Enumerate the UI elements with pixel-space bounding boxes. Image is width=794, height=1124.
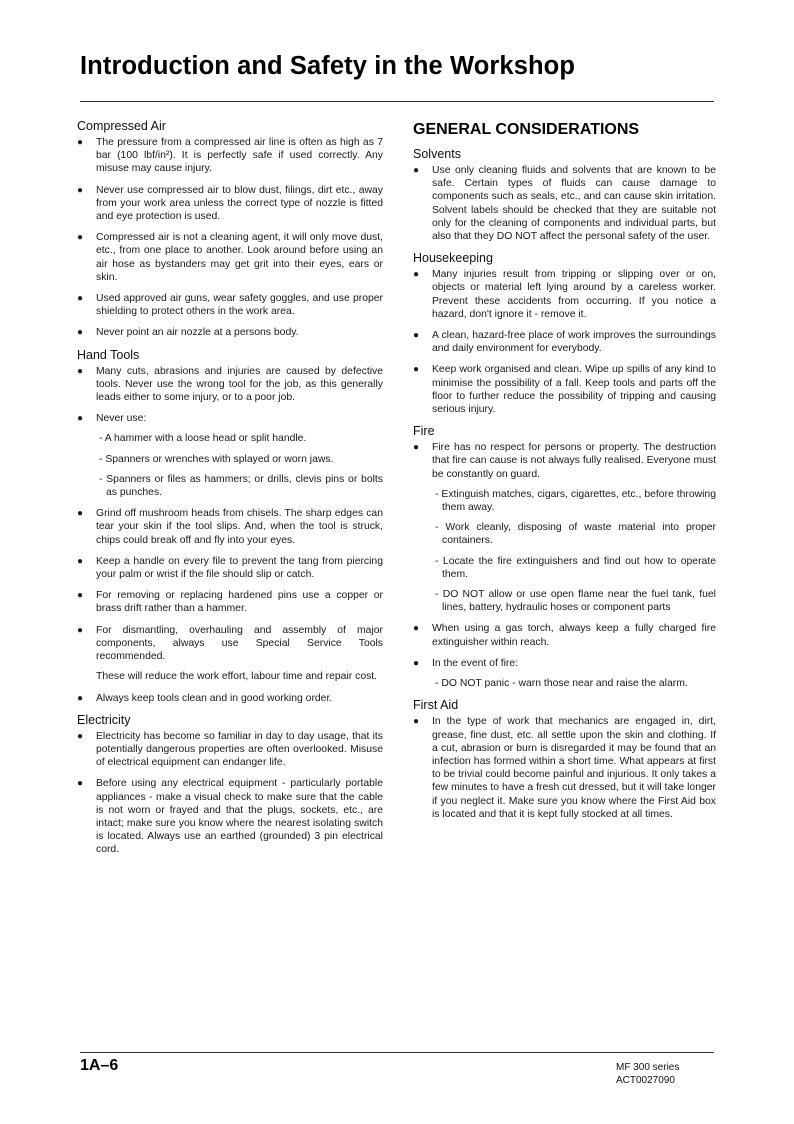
item-text: Grind off mushroom heads from chisels. The sharp edges can tear your skin if the tool slips. And, when the tool is struck, chips could break off and fly into your eyes. — [96, 508, 383, 546]
section-heading-electricity: Electricity — [77, 712, 131, 727]
item-text: Many injuries result from tripping or slipping over or on, objects or material left lying around by a careless worker. Prevent these accidents from occurring. If you notice a hazard, don't ignore it - remove it. — [432, 269, 716, 320]
bullet-icon: ● — [77, 365, 84, 377]
list-item — [413, 441, 716, 614]
bullet-icon: ● — [413, 716, 420, 728]
bullet-icon: ● — [77, 730, 84, 742]
list-item — [77, 136, 383, 176]
bullet-icon: ● — [77, 413, 84, 425]
item-text: Never use compressed air to blow dust, filings, dirt etc., away from your work area unless the correct type of nozzle is fitted and eye protection is used. — [96, 184, 383, 223]
item-text: Fire has no respect for persons or property. The destruction that fire can cause is not always fully realised. Everyone must be constantly on guard. — [432, 442, 716, 480]
section-hand-tools — [77, 348, 383, 705]
item-text: In the event of fire: — [432, 657, 519, 669]
section-heading-first-aid: First Aid — [413, 698, 459, 713]
item-text: When using a gas torch, always keep a fully charged fire extinguisher within reach. — [432, 623, 716, 648]
bullet-icon: ● — [77, 692, 84, 704]
list-item — [77, 624, 383, 684]
section-heading-housekeeping: Housekeeping — [413, 251, 493, 266]
bullet-icon: ● — [77, 624, 84, 636]
list-item — [77, 184, 383, 224]
section-electricity — [77, 713, 383, 857]
bullet-list — [77, 136, 383, 340]
list-item — [77, 326, 383, 339]
section-solvents — [413, 147, 716, 243]
item-text: For removing or replacing hardened pins use a copper or brass drift rather than a hammer. — [96, 590, 383, 615]
item-text: Keep work organised and clean. Wipe up spills of any kind to minimise the possibility of a fall. Keep tools and parts off the floor to further reduce the possibility of tripping and causing serious injury. — [432, 364, 716, 416]
item-text: Electricity has become so familiar in day to day usage, that its potentially dangerous properties are often overlooked. Misuse of electrical equipment can endanger life. — [96, 730, 383, 769]
section-housekeeping — [413, 251, 716, 416]
bullet-list — [77, 730, 383, 857]
list-item — [77, 777, 383, 856]
sub-item: - DO NOT allow or use open flame near the fuel tank, fuel lines, battery, hydraulic hoses or component parts — [435, 589, 716, 614]
left-column — [77, 119, 383, 865]
list-item — [77, 555, 383, 581]
sub-item: - Extinguish matches, cigars, cigarettes, etc., before throwing them away. — [435, 488, 716, 514]
sub-item: - Work cleanly, disposing of waste material into proper containers. — [435, 522, 716, 547]
page-number: 1A–6 — [80, 1057, 119, 1074]
footer-rule — [80, 1052, 714, 1053]
bullet-icon: ● — [77, 508, 84, 520]
item-note: These will reduce the work effort, labour time and repair cost. — [96, 671, 378, 683]
bullet-icon: ● — [77, 137, 84, 148]
item-text: Used approved air guns, wear safety goggles, and use proper shielding to protect others in the work area. — [96, 293, 383, 318]
item-text: Never use: — [96, 413, 147, 425]
sub-item: - Spanners or wrenches with splayed or worn jaws. — [99, 453, 334, 465]
bullet-icon: ● — [77, 555, 84, 567]
sub-item: - A hammer with a loose head or split handle. — [99, 433, 307, 445]
list-item — [413, 268, 716, 321]
list-item — [413, 164, 716, 243]
section-heading-compressed-air: Compressed Air — [77, 119, 166, 133]
bullet-icon: ● — [413, 442, 420, 454]
item-text: Use only cleaning fluids and solvents that are known to be safe. Certain types of fluids can cause damage to components such as seals, etc., and can cause skin irritation. Solvent labels should be checked that they are suitable not only for the cleaning of components and individual parts, but also that they DO NOT affect the personal safety of the user. — [432, 165, 716, 243]
bullet-icon: ● — [77, 590, 84, 602]
bullet-icon: ● — [413, 364, 420, 376]
item-text: Never point an air nozzle at a persons body. — [96, 327, 299, 339]
item-text: Before using any electrical equipment - particularly portable appliances - make a visual check to make sure that the cable is not worn or frayed and that the plugs, sockets, etc., are intact; make sure you know where the nearest isolating switch is located. Always use an earthed (grounded) 3 pin electrical cord. — [96, 778, 383, 856]
list-item — [77, 292, 383, 318]
list-item — [413, 363, 716, 416]
bullet-icon: ● — [413, 269, 420, 281]
list-item — [77, 231, 383, 284]
right-column — [413, 119, 716, 829]
list-item — [77, 692, 383, 705]
bullet-list — [413, 164, 716, 243]
bullet-icon: ● — [413, 165, 420, 176]
document-code: ACT0027090 — [616, 1075, 675, 1086]
section-heading-fire: Fire — [413, 424, 435, 439]
item-text: Compressed air is not a cleaning agent, it will only move dust, etc., from one place to another. Look around before using an air hose as bystanders may get grit into their eyes, ears or skin. — [96, 232, 383, 283]
item-text: In the type of work that mechanics are engaged in, dirt, grease, fine dust, etc. all settle upon the skin and clothing. If a cut, abrasion or burn is disregarded it may be found that an infection has formed within a short time. What appears at first to be trivial could become painful and injurious. It only takes a few minutes to have a fresh cut dressed, but it will take longer if you neglect it. Make sure you know where the First Aid box is located and that it is kept fully stocked at all times. — [432, 716, 716, 820]
bullet-icon: ● — [77, 327, 84, 339]
section-compressed-air — [77, 119, 383, 340]
bullet-list — [413, 268, 716, 416]
header-rule — [80, 101, 714, 102]
item-text: The pressure from a compressed air line is often as high as 7 bar (100 lbf/in²). It is perfectly safe if used correctly. Any misuse may cause injury. — [96, 137, 383, 175]
bullet-icon: ● — [77, 184, 84, 196]
bullet-icon: ● — [77, 293, 84, 305]
footer-info — [616, 1061, 679, 1087]
bullet-icon: ● — [77, 232, 84, 244]
section-fire — [413, 424, 716, 690]
item-text: Keep a handle on every file to prevent the tang from piercing your palm or wrist if the file should slip or catch. — [96, 555, 383, 581]
list-item — [77, 507, 383, 547]
bullet-list — [77, 365, 383, 705]
bullet-icon: ● — [77, 778, 84, 790]
sub-item: - Locate the fire extinguishers and find out how to operate them. — [435, 555, 716, 580]
general-considerations-heading: GENERAL CONSIDERATIONS — [413, 121, 640, 138]
item-text: Many cuts, abrasions and injuries are caused by defective tools. Never use the wrong tool for the job, as this generally leads either to some injury, or to a poor job. — [96, 365, 383, 404]
sub-item: - Spanners or files as hammers; or drills, clevis pins or bolts as punches. — [99, 473, 383, 499]
section-heading-hand-tools: Hand Tools — [77, 347, 140, 362]
right-sections — [413, 147, 716, 821]
bullet-list — [413, 441, 716, 690]
item-text: Always keep tools clean and in good working order. — [96, 692, 333, 704]
series-label: MF 300 series — [616, 1062, 680, 1073]
section-heading-solvents: Solvents — [413, 147, 461, 161]
list-item — [413, 622, 716, 648]
bullet-list — [413, 715, 716, 821]
list-item — [77, 730, 383, 770]
list-item — [77, 589, 383, 615]
list-item — [77, 365, 383, 405]
bullet-icon: ● — [413, 330, 420, 342]
bullet-icon: ● — [413, 623, 420, 635]
bullet-icon: ● — [413, 657, 420, 669]
page-title: Introduction and Safety in the Workshop — [80, 52, 576, 80]
item-text: A clean, hazard-free place of work improves the surroundings and daily environment for everybody. — [432, 330, 716, 355]
list-item — [413, 657, 716, 690]
sub-item: - DO NOT panic - warn those near and raise the alarm. — [435, 678, 688, 690]
list-item — [413, 715, 716, 821]
list-item — [413, 329, 716, 355]
list-item — [77, 412, 383, 499]
item-text: For dismantling, overhauling and assembly of major components, always use Special Service Tools recommended. — [96, 624, 383, 663]
section-first-aid — [413, 698, 716, 821]
